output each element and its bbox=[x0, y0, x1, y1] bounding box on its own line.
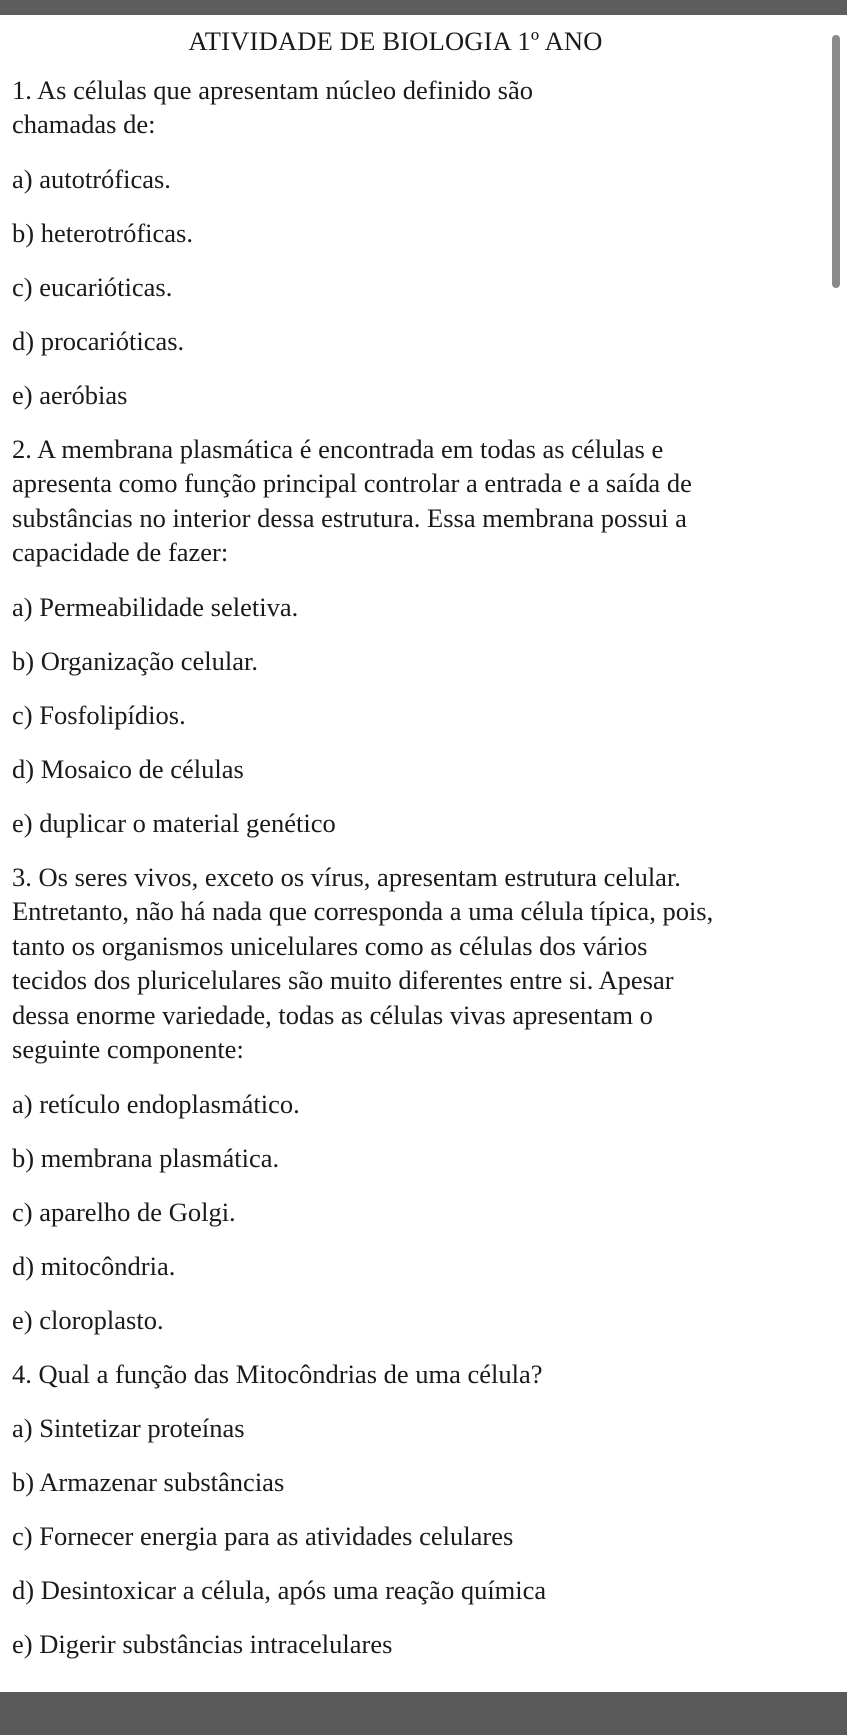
question-2-option-d: d) Mosaico de células bbox=[12, 753, 244, 784]
question-3-option-d: d) mitocôndria. bbox=[12, 1250, 176, 1281]
page-title: ATIVIDADE DE BIOLOGIA 1º ANO bbox=[188, 26, 603, 56]
document-content bbox=[12, 24, 827, 1681]
question-1 bbox=[12, 73, 827, 413]
question-3-text: 3. Os seres vivos, exceto os vírus, apresentam estrutura celular. Entretanto, não há nada que corresponda a uma célula típica, pois, tanto os organismos unicelulares como as células dos vários tecidos dos pluricelulares são muito diferentes entre si. Apesar dessa enorme variedade, todas as células vivas apresentam o seguinte componente: bbox=[12, 861, 714, 1064]
scrollbar-thumb[interactable] bbox=[832, 35, 840, 288]
question-1-option-d: d) procarióticas. bbox=[12, 325, 185, 356]
question-2-option-a: a) Permeabilidade seletiva. bbox=[12, 591, 299, 622]
question-4 bbox=[12, 1357, 827, 1662]
question-3-option-a: a) retículo endoplasmático. bbox=[12, 1088, 300, 1119]
question-3 bbox=[12, 860, 827, 1338]
question-2 bbox=[12, 432, 827, 841]
top-bar bbox=[0, 0, 847, 15]
question-1-text: 1. As células que apresentam núcleo definido são chamadas de: bbox=[12, 74, 534, 139]
question-2-text: 2. A membrana plasmática é encontrada em todas as células e apresenta como função principal controlar a entrada e a saída de substâncias no interior dessa estrutura. Essa membrana possui a capacidade de fazer: bbox=[12, 433, 692, 567]
question-4-option-d: d) Desintoxicar a célula, após uma reação química bbox=[12, 1575, 547, 1605]
question-1-option-b: b) heterotróficas. bbox=[12, 217, 193, 248]
question-2-option-b: b) Organização celular. bbox=[12, 645, 258, 676]
question-1-option-a: a) autotróficas. bbox=[12, 163, 171, 194]
question-2-option-c: c) Fosfolipídios. bbox=[12, 699, 186, 730]
question-3-option-b: b) membrana plasmática. bbox=[12, 1142, 280, 1173]
question-2-option-e: e) duplicar o material genético bbox=[12, 807, 336, 838]
question-4-option-b: b) Armazenar substâncias bbox=[12, 1467, 285, 1497]
question-4-option-c: c) Fornecer energia para as atividades celulares bbox=[12, 1521, 514, 1551]
question-4-option-a: a) Sintetizar proteínas bbox=[12, 1413, 245, 1443]
question-1-option-e: e) aeróbias bbox=[12, 379, 128, 410]
question-3-option-c: c) aparelho de Golgi. bbox=[12, 1196, 236, 1227]
question-1-option-c: c) eucarióticas. bbox=[12, 271, 173, 302]
question-4-option-e: e) Digerir substâncias intracelulares bbox=[12, 1629, 393, 1659]
question-4-text: 4. Qual a função das Mitocôndrias de uma célula? bbox=[12, 1358, 543, 1389]
bottom-bar bbox=[0, 1692, 847, 1735]
question-3-option-e: e) cloroplasto. bbox=[12, 1304, 164, 1335]
